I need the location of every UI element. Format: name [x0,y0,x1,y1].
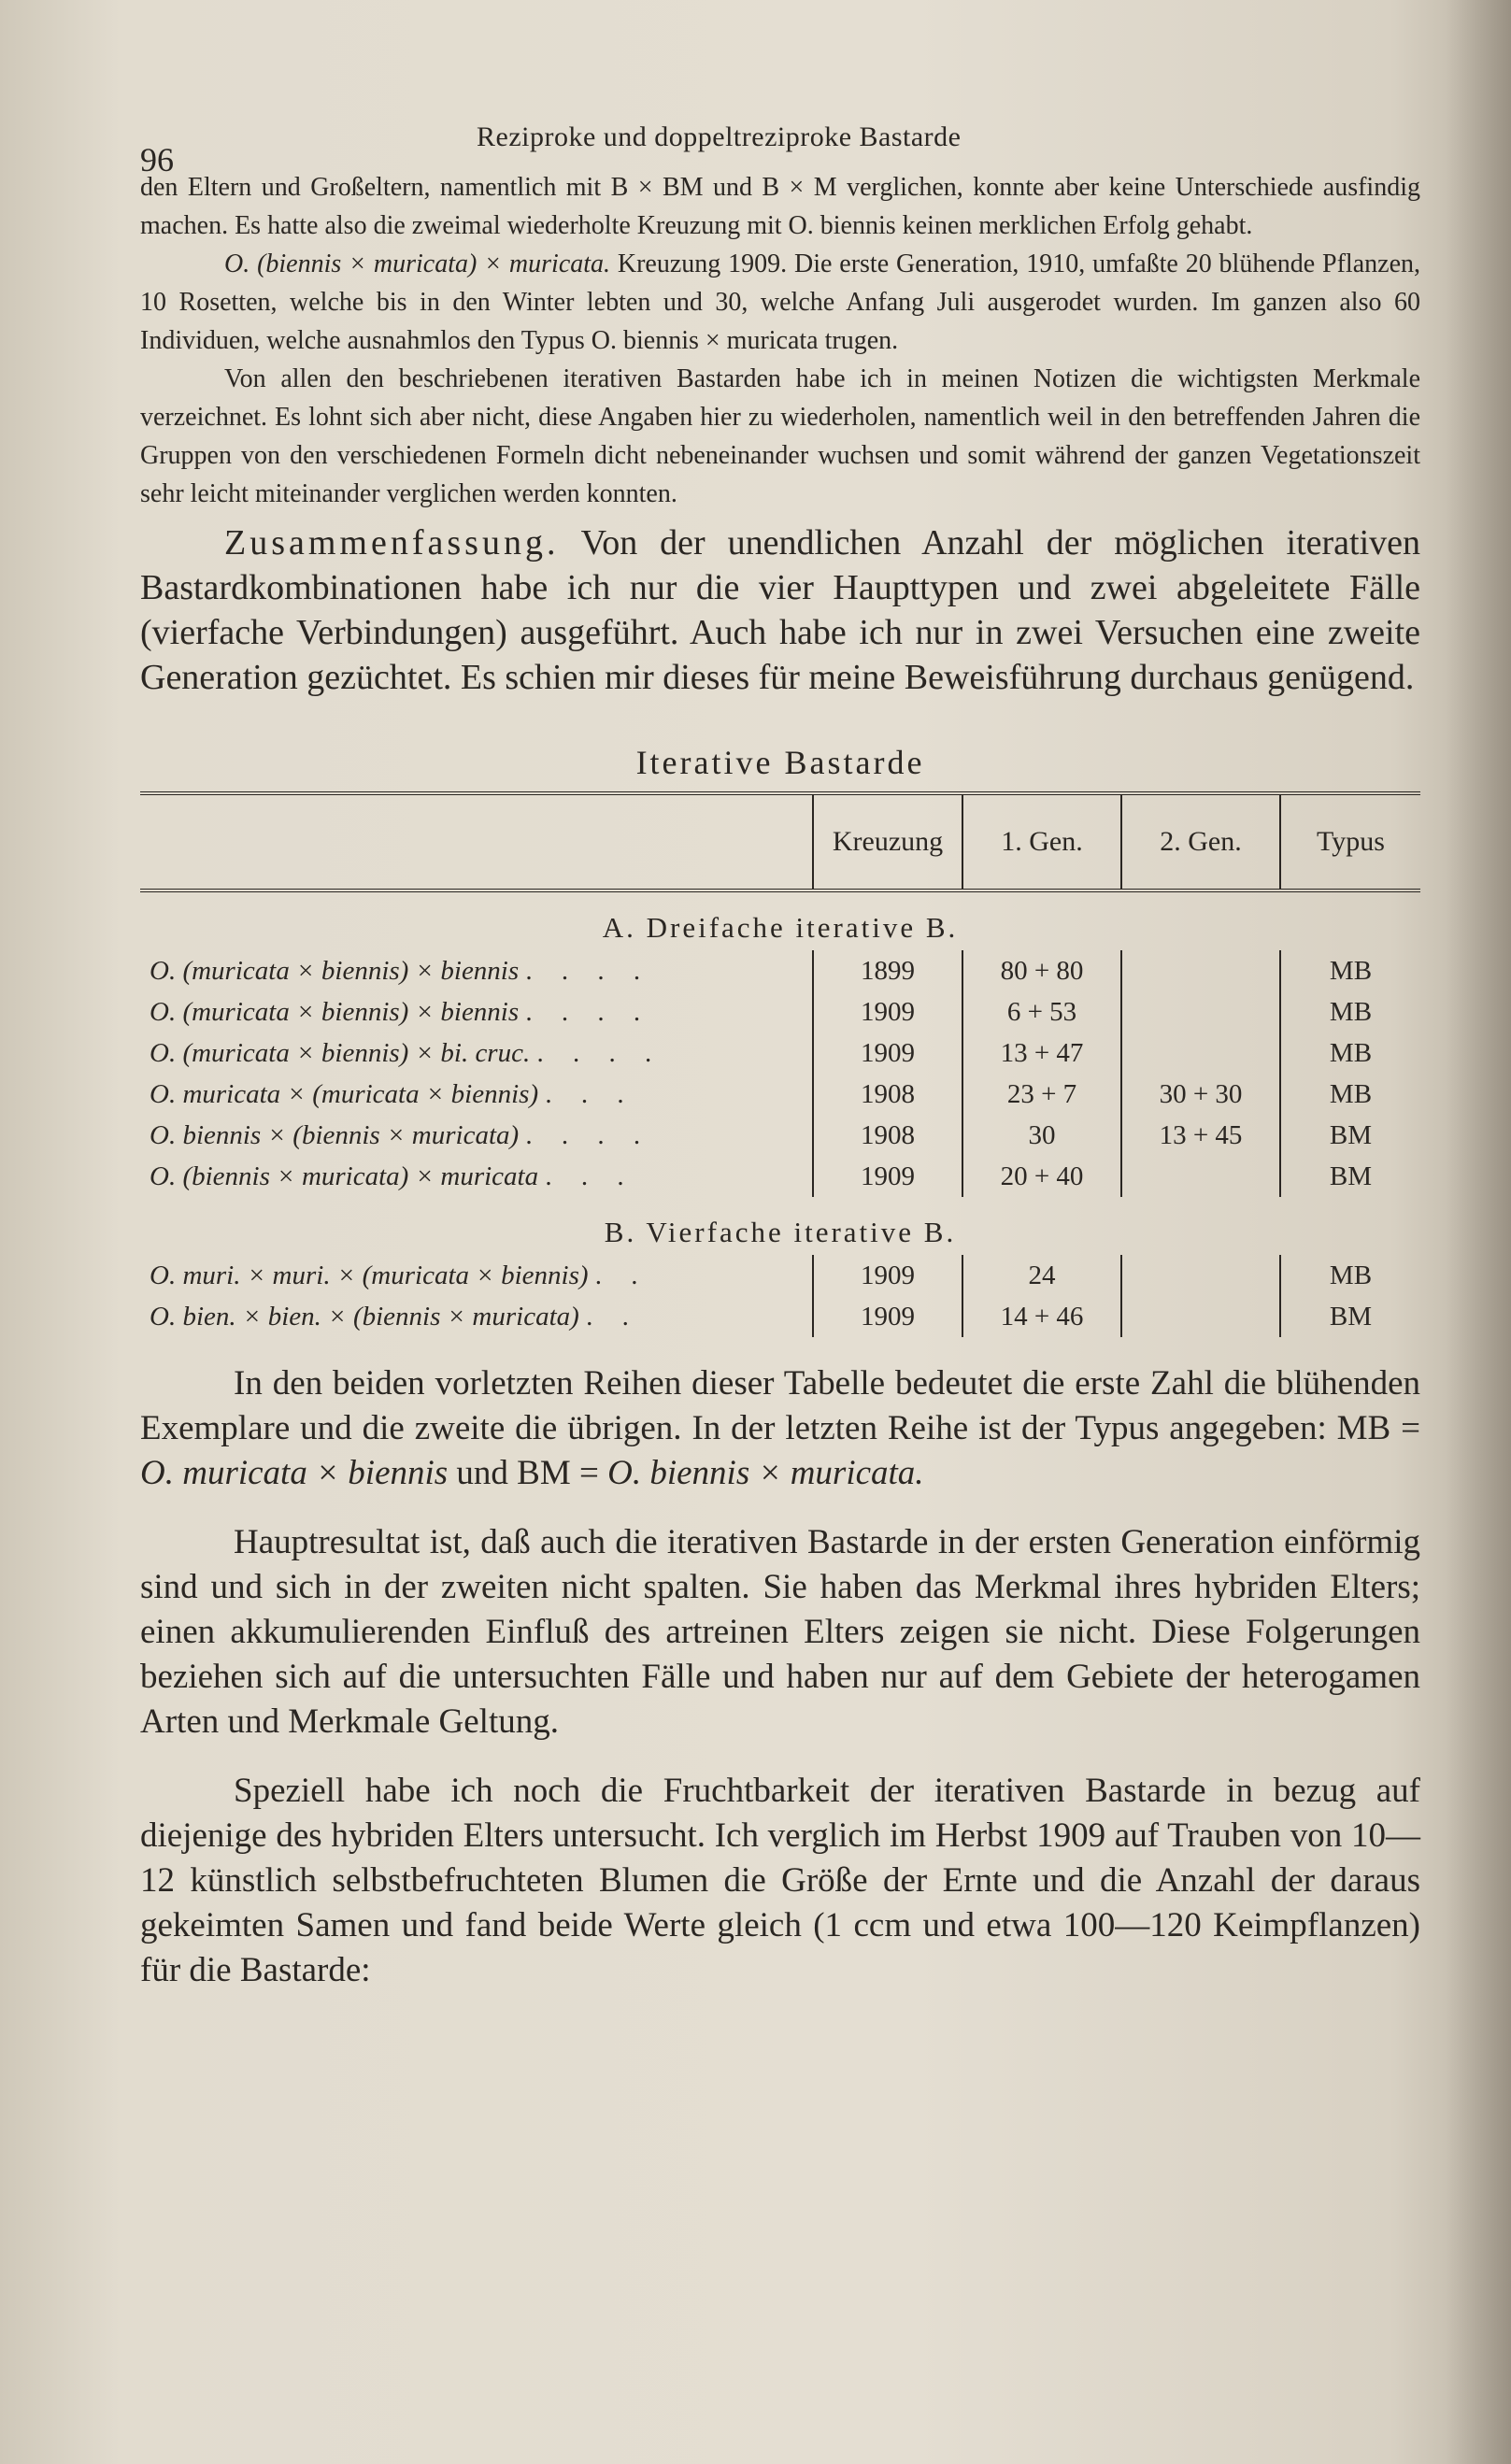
kreuzung-cell: 1908 [813,1115,962,1156]
intro-paragraph-2 [140,245,1420,360]
cross-name: O. biennis × (biennis × muricata) . . . . [150,1119,652,1150]
leader-dots: . . . . [525,1119,652,1150]
gen2-cell [1121,1296,1280,1337]
formula-mb: O. muricata × biennis [140,1454,449,1492]
intro-paragraph-1: den Eltern und Großeltern, namentlich mit B × BM und B × M verglichen, konnte aber keine Unterschiede ausfindig machen. Es hatte also die zweimal wiederholte Kreuzung mit O. biennis keinen merklichen Erfolg gehabt. [140,173,1420,240]
spacer [140,1496,1420,1520]
column-header-name [140,793,813,890]
typus-cell: BM [1280,1296,1420,1337]
table-title: Iterative Bastarde [635,744,925,781]
kreuzung-cell: 1909 [813,991,962,1033]
gen1-cell: 13 + 47 [962,1033,1121,1074]
table-row [140,1296,1420,1337]
table-row [140,1115,1420,1156]
page-number: 96 [140,141,174,178]
leader-dots: . . . [545,1161,635,1191]
column-header-typus: Typus [1280,793,1420,890]
leader-dots: . . . . [525,996,652,1027]
leader-dots: . . [586,1301,640,1332]
cross-name: O. (muricata × biennis) × bi. cruc. . . . . [150,1037,663,1068]
gen1-cell: 23 + 7 [962,1074,1121,1115]
body-paragraph-2: Hauptresultat ist, daß auch die iterativen Bastarde in der ersten Generation einförmig sind und sich in der zweiten nicht spalten. Sie haben das Merkmal ihres hybriden Elters; einen akkumulierenden Einfluß des artreinen Elters zeigen sie nicht. Diese Folgerungen beziehen sich auf die untersuchten Fälle und haben nur auf dem Gebiete der heterogamen Arten und Merkmale Geltung. [140,1523,1420,1741]
summary-paragraph [140,520,1420,700]
typus-cell: MB [1280,991,1420,1033]
kreuzung-cell: 1909 [813,1296,962,1337]
table-row [140,1156,1420,1197]
typus-cell: MB [1280,1074,1420,1115]
column-header-gen2: 2. Gen. [1121,793,1280,890]
table-row [140,1033,1420,1074]
body-paragraph-3: Speziell habe ich noch die Fruchtbarkeit der iterativen Bastarde in bezug auf diejenige des hybriden Elters untersucht. Ich verglich im Herbst 1909 auf Trauben von 10—12 künstlich selbstbefruchteten Blumen die Größe der Ernte und die Anzahl der daraus gekeimten Samen und fand beide Werte gleich (1 ccm und etwa 100—120 Keimpflanzen) für die Bastarde: [140,1772,1420,1989]
gen1-cell: 30 [962,1115,1121,1156]
gen2-cell [1121,1033,1280,1074]
section-label: B. Vierfache iterative B. [604,1216,957,1248]
intro-paragraph-3: Von allen den beschriebenen iterativen Bastarden habe ich in meinen Notizen die wichtigsten Merkmale verzeichnet. Es lohnt sich aber nicht, diese Angaben hier zu wiederholen, namentlich weil in den betreffenden Jahren die Gruppen von den verschiedenen Formeln dicht nebeneinander wuchsen und somit während der ganzen Vegetationszeit sehr leicht miteinander verglichen werden konnten. [140,364,1420,508]
kreuzung-cell: 1908 [813,1074,962,1115]
running-head [140,103,1420,178]
column-header-gen1: 1. Gen. [962,793,1121,890]
page-content [140,103,1420,1993]
table-row [140,1255,1420,1296]
formula-bm: O. biennis × muricata. [607,1454,924,1492]
cross-formula: O. (biennis × muricata) × muricata. [224,249,611,278]
spacer [140,1745,1420,1769]
typus-cell: BM [1280,1115,1420,1156]
leader-dots: . . [594,1260,649,1290]
gen2-cell [1121,1255,1280,1296]
leader-dots: . . . [545,1078,635,1109]
table-row [140,950,1420,991]
table-row [140,991,1420,1033]
gen1-cell: 20 + 40 [962,1156,1121,1197]
kreuzung-cell: 1899 [813,950,962,991]
typus-cell: MB [1280,950,1420,991]
kreuzung-cell: 1909 [813,1033,962,1074]
typus-cell: MB [1280,1033,1420,1074]
body-paragraph-1: In den beiden vorletzten Reihen dieser Tabelle bedeutet die erste Zahl die blühenden Exemplare und die zweite die übrigen. In der letzten Reihe ist der Typus angegeben: MB = O. muricata × biennis und BM = O. biennis × muricata. [140,1364,1420,1492]
kreuzung-cell: 1909 [813,1156,962,1197]
cross-name: O. (biennis × muricata) × muricata . . . [150,1161,635,1191]
spacer [140,1337,1420,1361]
gen1-cell: 24 [962,1255,1121,1296]
gen2-cell: 13 + 45 [1121,1115,1280,1156]
section-label-row [140,1197,1420,1255]
gen2-cell [1121,950,1280,991]
summary-text: Von der unendlichen Anzahl der möglichen iterativen Bastardkombinationen habe ich nur die vier Haupttypen und zwei abgeleitete Fälle (vierfache Verbindungen) ausgeführt. Auch habe ich nur in zwei Versuchen eine zweite Generation gezüchtet. Es schien mir dieses für meine Beweisführung durchaus genügend. [140,523,1420,697]
cross-name: O. muri. × muri. × (muricata × biennis) . . [150,1260,649,1290]
running-title: Reziproke und doppeltreziproke Bastarde [477,121,962,152]
table-header-row [140,793,1420,890]
gen2-cell: 30 + 30 [1121,1074,1280,1115]
cross-name: O. muricata × (muricata × biennis) . . . [150,1078,635,1109]
iterative-hybrids-table [140,791,1420,1337]
leader-dots: . . . . [536,1037,663,1068]
gen1-cell: 6 + 53 [962,991,1121,1033]
gen2-cell [1121,991,1280,1033]
intro-paragraph-2-text: Kreuzung 1909. Die erste Generation, 1910, umfaßte 20 blühende Pflanzen, 10 Rosetten, welche bis in den Winter lebten und 30, welche Anfang Juli ausgerodet wurden. Im ganzen also 60 Individuen, welche ausnahmlos den Typus O. biennis × muricata trugen. [140,249,1420,355]
typus-cell: MB [1280,1255,1420,1296]
cross-name: O. (muricata × biennis) × biennis . . . . [150,955,652,986]
summary-heading: Zusammenfassung. [224,523,560,563]
gen2-cell [1121,1156,1280,1197]
cross-name: O. bien. × bien. × (biennis × muricata) . . [150,1301,640,1332]
section-label-row [140,890,1420,950]
leader-dots: . . . . [525,955,652,986]
column-header-kreuzung: Kreuzung [813,793,962,890]
typus-cell: BM [1280,1156,1420,1197]
table-row [140,1074,1420,1115]
cross-name: O. (muricata × biennis) × biennis . . . . [150,996,652,1027]
section-label: A. Dreifache iterative B. [602,911,959,944]
gen1-cell: 80 + 80 [962,950,1121,991]
kreuzung-cell: 1909 [813,1255,962,1296]
page-spine-shadow [1446,0,1511,2464]
gen1-cell: 14 + 46 [962,1296,1121,1337]
